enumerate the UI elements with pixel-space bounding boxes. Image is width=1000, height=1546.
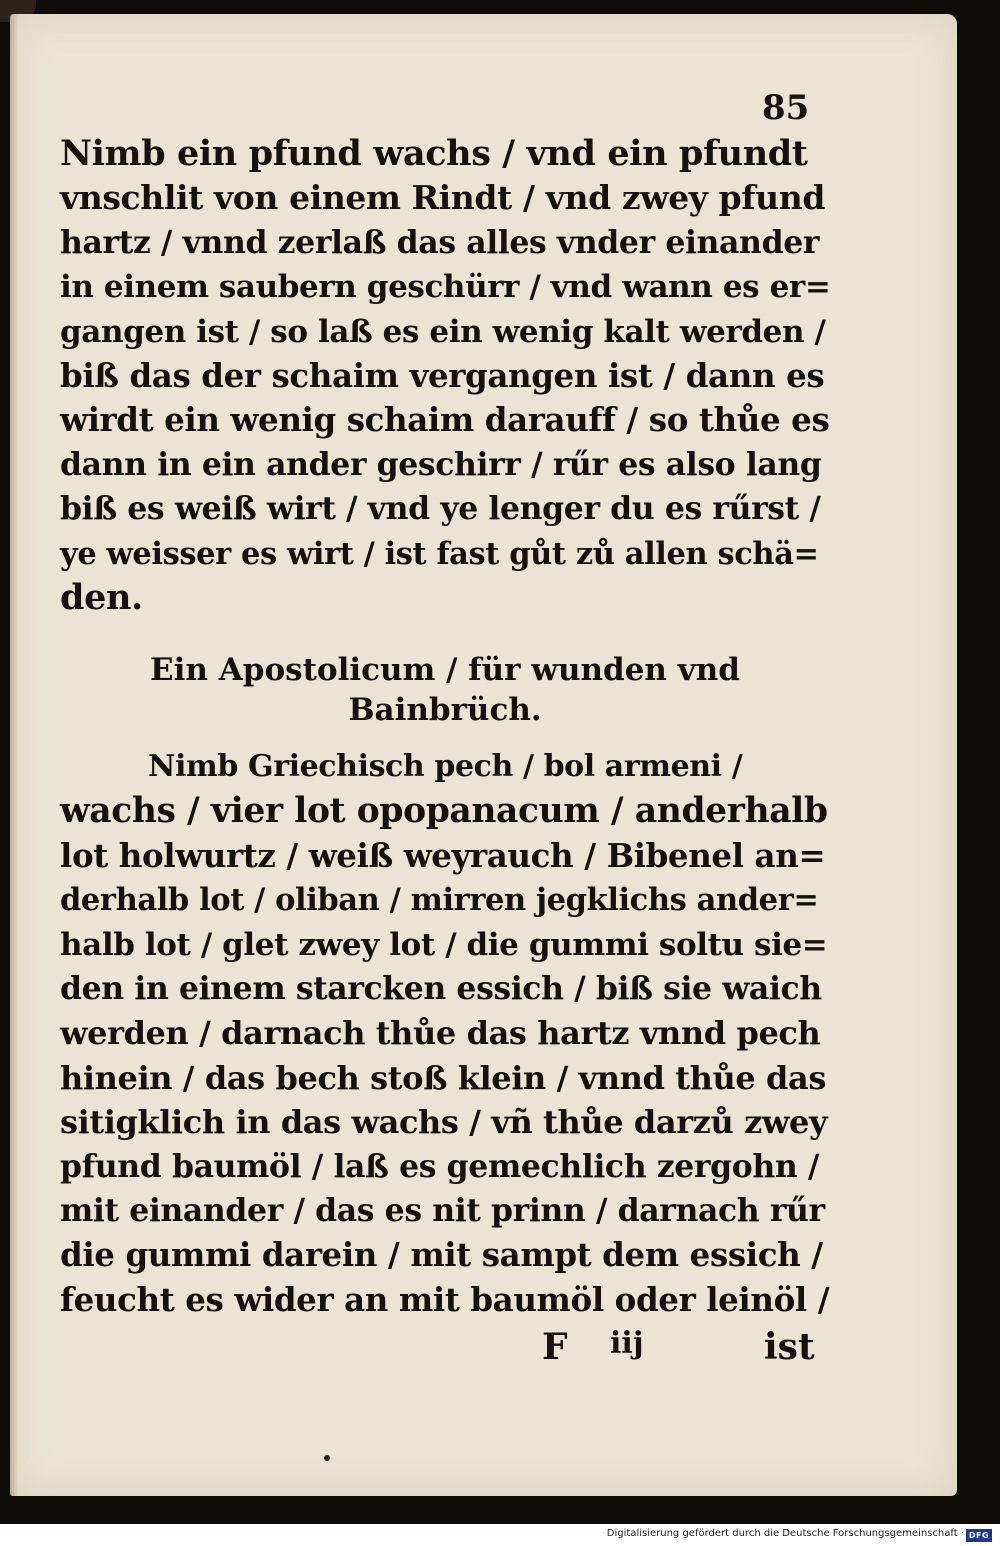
- paragraph-2: [60, 745, 830, 1322]
- text-line: ye weisser es wirt / ist fast gůt zů allen schä=: [60, 535, 819, 572]
- ink-dot: [324, 1455, 330, 1461]
- text-line: halb lot / glet zwey lot / die gummi soltu sie=: [60, 926, 828, 963]
- text-line: hartz / vnnd zerlaß das alles vnder einander: [60, 223, 820, 261]
- text-line: derhalb lot / oliban / mirren jegklichs ander=: [60, 882, 819, 919]
- text-line: dann in ein ander geschirr / rűr es also lang: [60, 445, 822, 483]
- page-binding-edge: [10, 14, 18, 1496]
- page-number: 85: [762, 88, 810, 128]
- text-line: in einem saubern geschürr / vnd wann es er=: [60, 269, 831, 306]
- text-line: die gummi darein / mit sampt dem essich /: [60, 1235, 823, 1275]
- paragraph-1: [60, 132, 830, 620]
- text-line: Nimb Griechisch pech / bol armeni /: [148, 749, 743, 784]
- text-line: wachs / vier lot opopanacum / anderhalb: [60, 791, 828, 832]
- section-heading: [60, 650, 830, 730]
- text-line: sitigklich in das wachs / vñ thůe darzů zwey: [60, 1103, 828, 1142]
- text-line: den in einem starcken essich / biß sie waich: [60, 969, 822, 1007]
- text-line: biß das der schaim vergangen ist / dann es: [60, 355, 825, 395]
- text-line: mit einander / das es nit prinn / darnach rűr: [60, 1191, 825, 1229]
- text-line: Nimb ein pfund wachs / vnd ein pfundt: [60, 133, 808, 174]
- text-line: werden / darnach thůe das hartz vnnd pech: [60, 1014, 821, 1053]
- text-line: gangen ist / so laß es ein wenig kalt werden /: [60, 313, 826, 350]
- text-line: hinein / das bech stoß klein / vnnd thůe das: [60, 1058, 826, 1097]
- signature-number: iij: [610, 1326, 644, 1361]
- catchword: ist: [764, 1326, 815, 1368]
- signature-mark: F: [542, 1326, 568, 1368]
- text-line: vnschlit von einem Rindt / vnd zwey pfund: [60, 178, 825, 218]
- text-line: biß es weiß wirt / vnd ye lenger du es rűrst /: [60, 490, 821, 528]
- heading-line: Bainbrüch.: [348, 692, 542, 728]
- heading-line: Ein Apostolicum / für wunden vnd: [150, 652, 740, 688]
- text-line: feucht es wider an mit baumöl oder leinöl /: [60, 1279, 830, 1319]
- text-line: den.: [60, 576, 143, 618]
- text-line: lot holwurtz / weiß weyrauch / Bibenel an=: [60, 835, 826, 875]
- funding-credit: Digitalisierung gefördert durch die Deutsche Forschungsgemeinschaft ·: [606, 1528, 964, 1539]
- dfg-logo-icon: DFG: [966, 1529, 992, 1542]
- text-line: pfund baumöl / laß es gemechlich zergohn /: [60, 1147, 820, 1185]
- text-line: wirdt ein wenig schaim darauff / so thůe es: [60, 400, 830, 440]
